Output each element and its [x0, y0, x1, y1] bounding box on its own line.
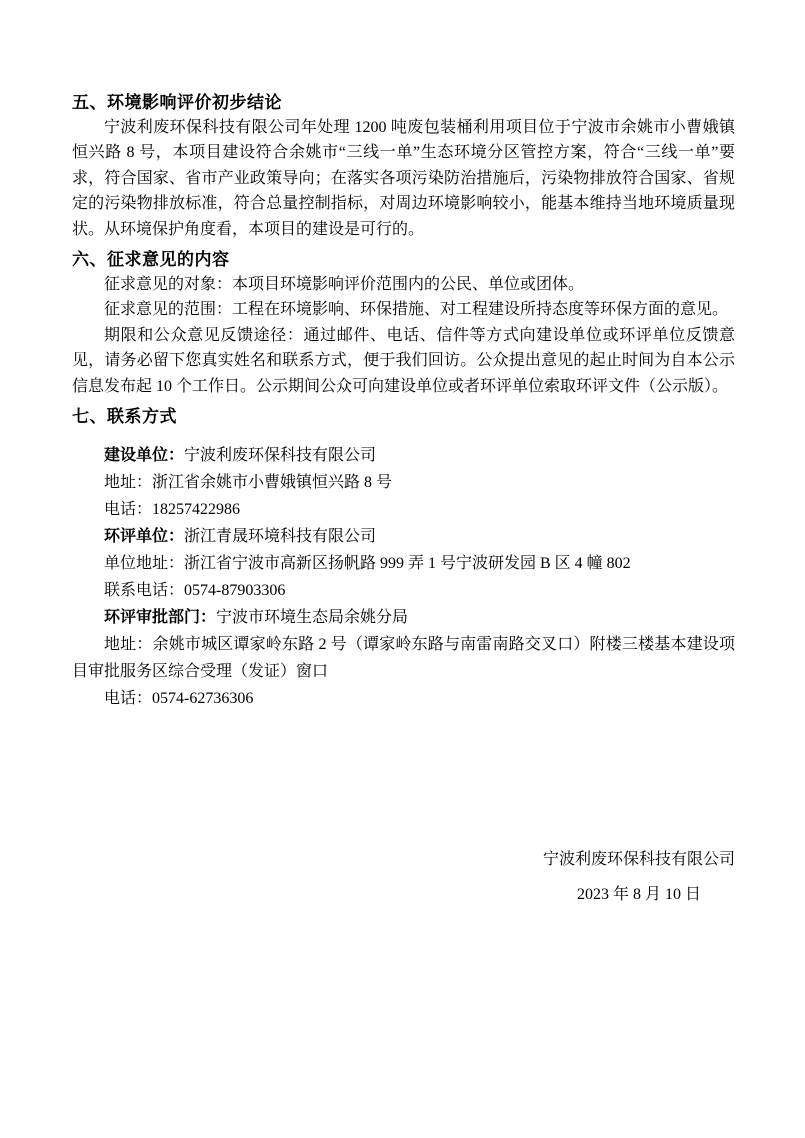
- contact-line-construction-phone: 电话：18257422986: [104, 501, 241, 519]
- signature-date: 2023 年 8 月 10 日: [576, 886, 701, 904]
- contact-line-approval-dept-address: 地址：余姚市城区谭家岭东路 2 号（谭家岭东路与南雷南路交叉口）附楼三楼基本建设项目审批服务区综合受理（发证）窗口: [72, 636, 735, 681]
- contact-line-approval-dept: [72, 604, 735, 631]
- section-6-paragraph-feedback-channels: 期限和公众意见反馈途径：通过邮件、电话、信件等方式向建设单位或环评单位反馈意见，请务必留下您真实姓名和联系方式，便于我们回访。公众提出意见的起止时间为自本公示信息发布起 10 个工作日。公示期间公众可向建设单位或者环评单位索取环评文件（公示版）。: [72, 326, 735, 395]
- contact-line-construction-address: 地址：浙江省余姚市小曹娥镇恒兴路 8 号: [104, 474, 393, 492]
- section-6-paragraph-scope: 征求意见的范围：工程在环境影响、环保措施、对工程建设所持态度等环保方面的意见。: [104, 301, 729, 319]
- section-7-heading: 七、联系方式: [72, 407, 177, 427]
- contact-list: [72, 442, 735, 712]
- eia-unit-label: 环评单位：: [104, 528, 185, 546]
- contact-line-construction-unit: [72, 442, 735, 469]
- section-conclusion: [72, 90, 735, 242]
- section-solicit-opinions: [72, 247, 735, 399]
- signature-company: 宁波利废环保科技有限公司: [542, 851, 735, 869]
- contact-line-approval-dept-phone: 电话：0574-62736306: [104, 690, 254, 708]
- eia-unit-value: 浙江青晟环境科技有限公司: [184, 528, 377, 546]
- construction-unit-value: 宁波利废环保科技有限公司: [184, 447, 377, 465]
- contact-line-eia-unit: [72, 523, 735, 550]
- approval-dept-label: 环评审批部门：: [104, 609, 217, 627]
- section-contact-info: [72, 404, 735, 712]
- section-5-paragraph: 宁波利废环保科技有限公司年处理 1200 吨废包装桶利用项目位于宁波市余姚市小曹娥镇恒兴路 8 号，本项目建设符合余姚市“三线一单”生态环境分区管控方案，符合“三线一单”要求，符合国家、省市产业政策导向；在落实各项污染防治措施后，污染物排放符合国家、省规定的污染物排放标准，符合总量控制指标，对周边环境影响较小，能基本维持当地环境质量现状。从环境保护角度看，本项目的建设是可行的。: [72, 119, 735, 238]
- contact-line-eia-unit-address: 单位地址：浙江省宁波市高新区扬帆路 999 弄 1 号宁波研发园 B 区 4 幢 802: [104, 555, 631, 573]
- construction-unit-label: 建设单位：: [104, 447, 185, 465]
- contact-line-eia-unit-phone: 联系电话：0574-87903306: [104, 582, 286, 600]
- section-5-heading: 五、环境影响评价初步结论: [72, 93, 282, 112]
- approval-dept-value: 宁波市环境生态局余姚分局: [216, 609, 409, 627]
- section-6-paragraph-targets: 征求意见的对象：本项目环境影响评价范围内的公民、单位或团体。: [104, 276, 585, 294]
- section-6-heading: 六、征求意见的内容: [72, 250, 230, 270]
- signature-block: [543, 850, 735, 905]
